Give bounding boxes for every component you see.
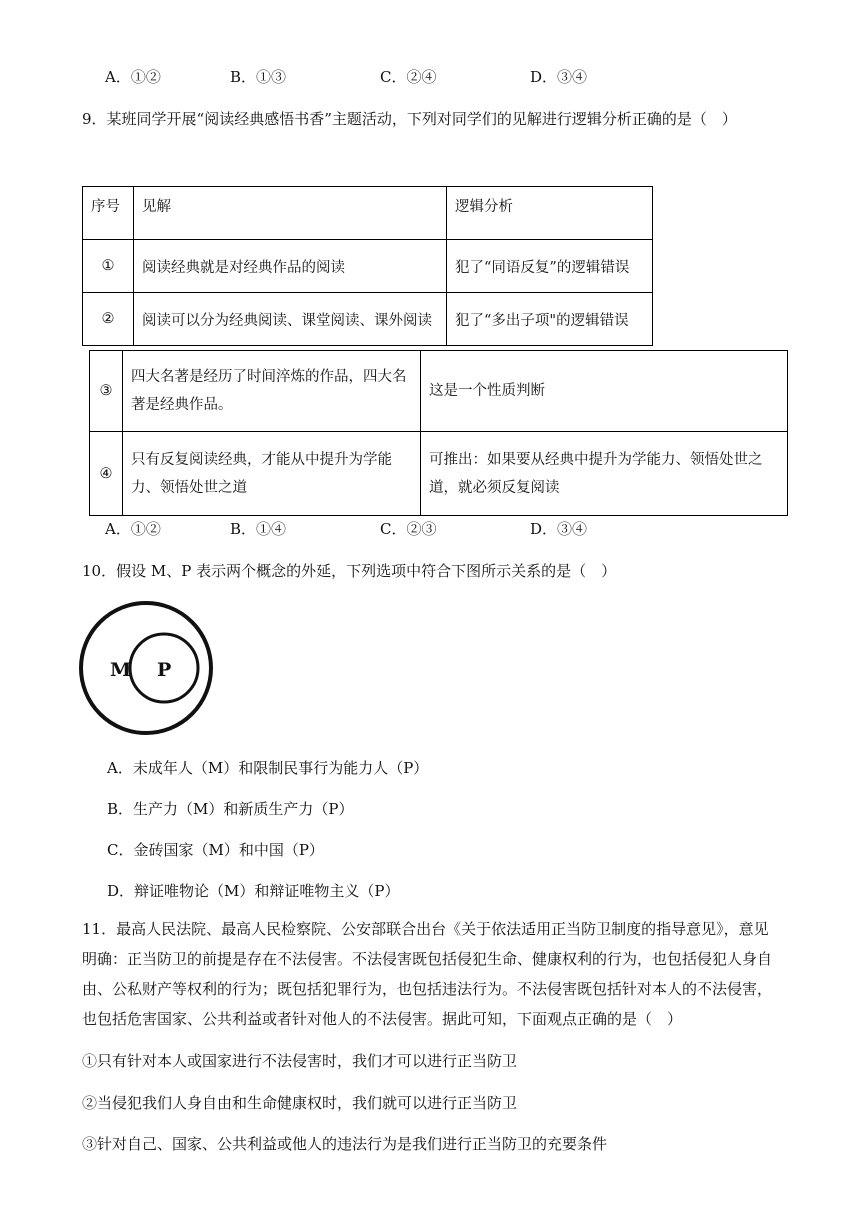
q8-option-c[interactable]: C．②④ [380, 68, 437, 86]
q8-option-b[interactable]: B．①③ [230, 68, 287, 86]
q10-option-a[interactable]: A．未成年人（M）和限制民事行为能力人（P） [107, 759, 429, 777]
row3-index: ③ [90, 351, 123, 432]
row4-analysis: 可推出：如果要从经典中提升为学能力、领悟处世之道，就必须反复阅读 [421, 432, 788, 516]
q10-option-c[interactable]: C．金砖国家（M）和中国（P） [107, 841, 324, 859]
q10-stem: 10．假设 M、P 表示两个概念的外延，下列选项中符合下图所示关系的是（ ） [82, 562, 617, 580]
q9-table-bottom [89, 350, 788, 516]
row4-index: ④ [90, 432, 123, 516]
q11-statement-3: ③针对自己、国家、公共利益或他人的违法行为是我们进行正当防卫的充要条件 [82, 1135, 608, 1153]
header-view: 见解 [134, 187, 447, 240]
q9-option-b[interactable]: B．①④ [230, 520, 287, 538]
row1-view: 阅读经典就是对经典作品的阅读 [134, 240, 447, 293]
row3-analysis: 这是一个性质判断 [421, 351, 788, 432]
outer-circle-m [81, 603, 211, 733]
label-p: P [157, 659, 172, 681]
q11-line-1: 11．最高人民法院、最高人民检察院、公安部联合出台《关于依法适用正当防卫制度的指导意见》，意见 [82, 920, 769, 938]
row3-view: 四大名著是经历了时间淬炼的作品，四大名著是经典作品。 [123, 351, 421, 432]
q11-statement-1: ①只有针对本人或国家进行不法侵害时，我们才可以进行正当防卫 [82, 1052, 518, 1070]
q11-line-4: 也包括危害国家、公共利益或者针对他人的不法侵害。据此可知，下面观点正确的是（ ） [82, 1010, 683, 1028]
q9-stem: 9．某班同学开展“阅读经典感悟书香”主题活动，下列对同学们的见解进行逻辑分析正确的是（ ） [82, 110, 737, 128]
header-analysis: 逻辑分析 [447, 187, 653, 240]
row2-analysis: 犯了“多出子项"的逻辑错误 [447, 293, 653, 346]
q9-table-top [82, 186, 653, 346]
q11-line-3: 由、公私财产等权利的行为；既包括犯罪行为，也包括违法行为。不法侵害既包括针对本人的不法侵害， [82, 980, 773, 998]
q9-option-a[interactable]: A．①② [105, 520, 161, 538]
row2-view: 阅读可以分为经典阅读、课堂阅读、课外阅读 [134, 293, 447, 346]
row1-analysis: 犯了“同语反复”的逻辑错误 [447, 240, 653, 293]
euler-diagram [76, 598, 216, 738]
q9-option-c[interactable]: C．②③ [380, 520, 437, 538]
q11-statement-2: ②当侵犯我们人身自由和生命健康权时，我们就可以进行正当防卫 [82, 1094, 518, 1112]
header-index: 序号 [83, 187, 134, 240]
row2-index: ② [83, 293, 134, 346]
q11-line-2: 明确：正当防卫的前提是存在不法侵害。不法侵害既包括侵犯生命、健康权利的行为，也包括侵犯人身自 [82, 950, 773, 968]
row4-view: 只有反复阅读经典，才能从中提升为学能力、领悟处世之道 [123, 432, 421, 516]
q10-option-b[interactable]: B．生产力（M）和新质生产力（P） [107, 800, 354, 818]
q8-option-d[interactable]: D．③④ [530, 68, 588, 86]
label-m: M [110, 659, 132, 681]
q8-option-a[interactable]: A．①② [105, 68, 161, 86]
row1-index: ① [83, 240, 134, 293]
q9-option-d[interactable]: D．③④ [530, 520, 588, 538]
q10-option-d[interactable]: D．辩证唯物论（M）和辩证唯物主义（P） [107, 882, 400, 900]
